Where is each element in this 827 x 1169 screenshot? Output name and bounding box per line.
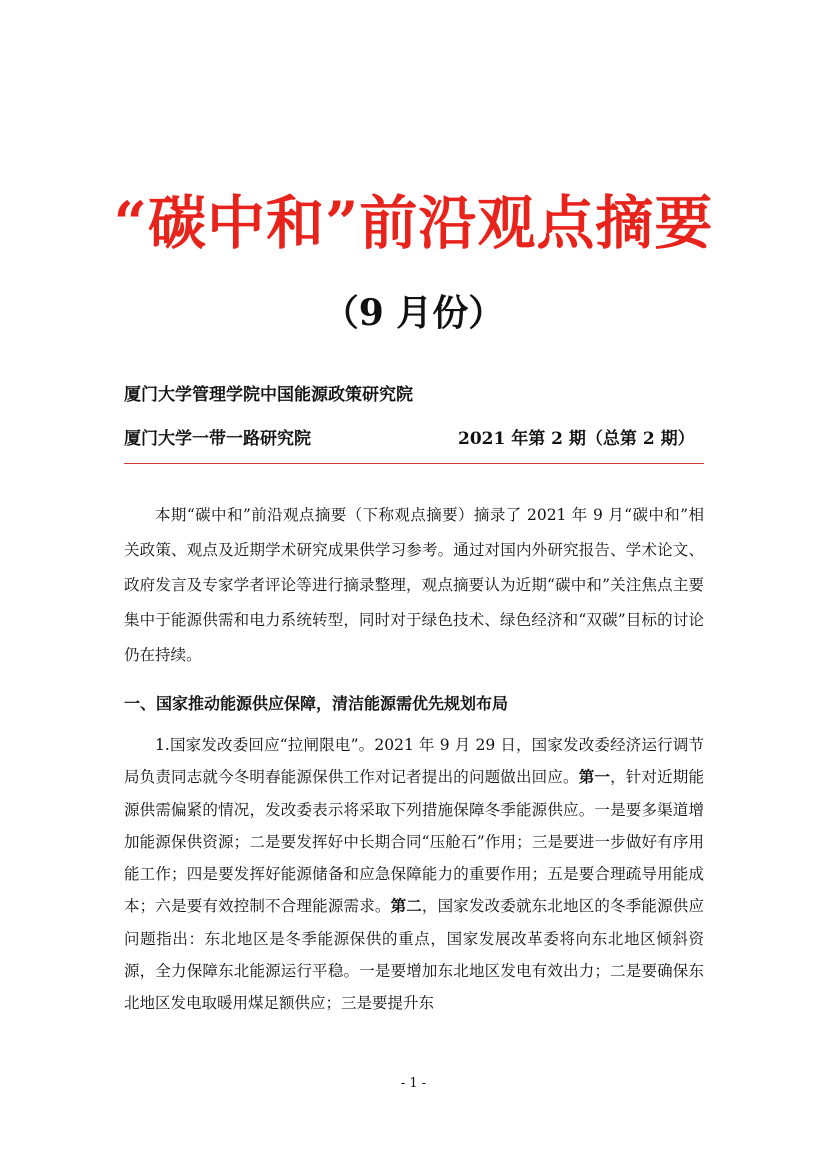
header-divider xyxy=(124,463,704,464)
institution-line-1: 厦门大学管理学院中国能源政策研究院 xyxy=(124,385,413,405)
issue-number: 2021 年第 2 期（总第 2 期） xyxy=(458,429,695,449)
institution-line-2: 厦门大学一带一路研究院 xyxy=(124,429,311,449)
abstract-paragraph: 本期“碳中和”前沿观点摘要（下称观点摘要）摘录了 2021 年 9 月“碳中和”相关政策、观点及近期学术研究成果供学习参考。通过对国内外研究报告、学术论文、政府发言及专家学者评论等进行摘录整理，观点摘要认为近期“碳中和”关注焦点主要集中于能源供需和电力系统转型，同时对于绿色技术、绿色经济和“双碳”目标的讨论仍在持续。 xyxy=(124,506,704,664)
document-subtitle: （9 月份） xyxy=(322,292,505,334)
paragraph-text: ，针对近期能源供需偏紧的情况，发改委表示将采取下列措施保障冬季能源供应。一是要多渠道增加能源保供资源；二是要发挥好中长期合同“压舱石”作用；三是要进一步做好有序用能工作；四是要发挥好能源储备和应急保障能力的重要作用；五是要合理疏导用能成本；六是要有效控制不合理能源需求。 xyxy=(124,768,704,916)
institution-issue-row xyxy=(124,427,704,451)
emphasis-second: 第二 xyxy=(390,896,422,916)
document-title: “碳中和”前沿观点摘要 xyxy=(113,189,714,257)
paragraph-text: 2021 年 9 月 29 日，国家发改委经济运行调节局负责同志就今冬明春能源保供工作对记者提出的问题做出回应。 xyxy=(124,736,704,787)
emphasis-first: 第一 xyxy=(578,767,611,787)
paragraph-lead: 1.国家发改委回应“拉闸限电”。 xyxy=(155,736,375,754)
section-paragraph xyxy=(124,729,704,1020)
section-heading: 一、国家推动能源供应保障，清洁能源需优先规划布局 xyxy=(124,694,509,713)
paragraph-text: ，国家发改委就东北地区的冬季能源供应问题指出：东北地区是冬季能源保供的重点，国家发展改革委将向东北地区倾斜资源，全力保障东北能源运行平稳。一是要增加东北地区发电有效出力；二是要确保东北地区发电取暖用煤足额供应；三是要提升东 xyxy=(124,897,704,1013)
page-number: - 1 - xyxy=(400,1076,427,1091)
